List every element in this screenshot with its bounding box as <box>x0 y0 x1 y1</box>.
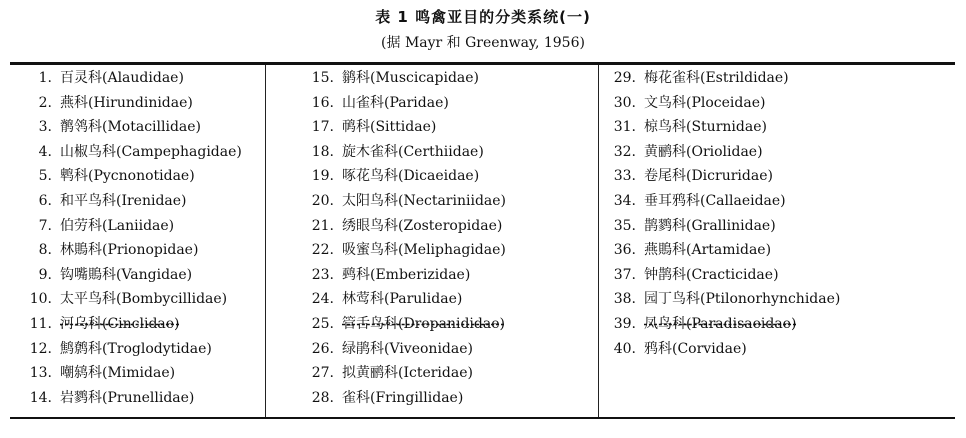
item-name: 太平鸟科(Bombycillidae) <box>60 291 228 308</box>
item-number: 9. <box>38 266 52 283</box>
item-name: 啄花鸟科(Dicaeidae) <box>342 168 480 185</box>
list-item <box>298 337 506 362</box>
item-number: 34. <box>613 192 636 209</box>
item-number: 3. <box>38 119 52 136</box>
list-item <box>298 115 506 140</box>
item-number: 20. <box>311 192 334 209</box>
list-item <box>18 312 242 337</box>
item-number: 8. <box>38 242 52 259</box>
column-divider-2 <box>598 65 599 417</box>
item-name: 管舌鸟科(Drepanididae) <box>342 315 505 332</box>
list-item <box>298 140 506 165</box>
item-name: 林莺科(Parulidae) <box>342 291 463 308</box>
item-name: 鹀科(Emberizidae) <box>342 266 471 283</box>
item-number: 26. <box>311 340 334 357</box>
list-item <box>600 287 840 312</box>
item-number: 7. <box>38 217 52 234</box>
item-name: 和平鸟科(Irenidae) <box>60 192 187 209</box>
item-name: 绿鹃科(Viveonidae) <box>342 340 473 357</box>
item-number: 14. <box>29 389 52 406</box>
item-name: 鹡鸰科(Motacillidae) <box>60 119 202 136</box>
item-name: 岩鹨科(Prunellidae) <box>60 389 195 406</box>
list-item <box>298 287 506 312</box>
item-name: 吸蜜鸟科(Meliphagidae) <box>342 242 506 259</box>
list-item <box>600 189 840 214</box>
item-name: 山雀科(Paridae) <box>342 94 449 111</box>
item-name: 燕科(Hirundinidae) <box>60 94 193 111</box>
item-number: 2. <box>38 94 52 111</box>
item-name: 鹎科(Pycnonotidae) <box>60 168 195 185</box>
item-number: 18. <box>311 143 334 160</box>
list-item <box>600 115 840 140</box>
item-name: 䴓科(Sittidae) <box>342 119 437 136</box>
item-name: 山椒鸟科(Campephagidae) <box>60 143 242 160</box>
list-item <box>18 140 242 165</box>
item-number: 4. <box>38 143 52 160</box>
top-rule <box>10 62 955 65</box>
item-number: 6. <box>38 192 52 209</box>
bottom-rule <box>10 417 955 419</box>
item-name: 河乌科(Cinclidae) <box>60 315 180 332</box>
item-number: 35. <box>613 217 636 234</box>
item-number: 24. <box>311 291 334 308</box>
item-number: 27. <box>311 365 334 382</box>
item-number: 23. <box>311 266 334 283</box>
item-number: 33. <box>613 168 636 185</box>
item-number: 36. <box>613 242 636 259</box>
item-number: 10. <box>29 291 52 308</box>
item-name: 林鵙科(Prionopidae) <box>60 242 199 259</box>
item-name: 凤鸟科(Paradisaeidae) <box>644 315 797 332</box>
item-name: 太阳鸟科(Nectariniidae) <box>342 192 507 209</box>
table-title: 表 1 鸣禽亚目的分类系统(一) <box>375 8 591 26</box>
item-name: 嘲鸫科(Mimidae) <box>60 365 176 382</box>
list-item <box>600 140 840 165</box>
column-2 <box>298 66 506 410</box>
item-name: 鹊鹨科(Grallinidae) <box>644 217 776 234</box>
list-item <box>18 361 242 386</box>
list-item <box>298 386 506 411</box>
list-item <box>18 238 242 263</box>
list-item <box>298 238 506 263</box>
item-name: 卷尾科(Dicruridae) <box>644 168 773 185</box>
item-number: 17. <box>311 119 334 136</box>
item-name: 鹪鹩科(Troglodytidae) <box>60 340 212 357</box>
item-name: 伯劳科(Laniidae) <box>60 217 175 234</box>
item-name: 梅花雀科(Estrildidae) <box>644 70 789 86</box>
item-number: 12. <box>29 340 52 357</box>
list-item <box>600 238 840 263</box>
list-item <box>600 214 840 239</box>
item-number: 31. <box>613 119 636 136</box>
item-number: 29. <box>613 70 636 86</box>
column-divider-1 <box>265 65 266 417</box>
item-name: 绣眼鸟科(Zosteropidae) <box>342 217 503 234</box>
item-name: 园丁鸟科(Ptilonorhynchidae) <box>644 291 841 308</box>
item-name: 文鸟科(Ploceidae) <box>644 94 766 111</box>
list-item <box>600 337 840 362</box>
list-item <box>600 91 840 116</box>
item-number: 22. <box>311 242 334 259</box>
item-number: 37. <box>613 266 636 283</box>
item-name: 拟黄鹂科(Icteridae) <box>342 365 473 382</box>
list-item <box>298 312 506 337</box>
item-name: 鹟科(Muscicapidae) <box>342 70 479 86</box>
list-item <box>18 386 242 411</box>
list-item <box>18 337 242 362</box>
item-number: 25. <box>311 315 334 332</box>
item-name: 鸦科(Corvidae) <box>644 340 747 357</box>
column-3 <box>600 66 840 361</box>
item-name: 钩嘴鵙科(Vangidae) <box>60 266 193 283</box>
list-item <box>600 263 840 288</box>
list-item <box>298 361 506 386</box>
item-name: 垂耳鸦科(Callaeidae) <box>644 192 786 209</box>
item-number: 40. <box>613 340 636 357</box>
item-number: 13. <box>29 365 52 382</box>
item-name: 黄鹂科(Oriolidae) <box>644 143 763 160</box>
list-item <box>600 164 840 189</box>
list-item <box>298 91 506 116</box>
item-name: 椋鸟科(Sturnidae) <box>644 119 767 136</box>
item-number: 32. <box>613 143 636 160</box>
list-item <box>18 263 242 288</box>
list-item <box>298 164 506 189</box>
list-item <box>298 263 506 288</box>
list-item <box>18 164 242 189</box>
item-number: 1. <box>38 70 52 86</box>
item-number: 5. <box>38 168 52 185</box>
column-1 <box>18 66 242 410</box>
item-name: 雀科(Fringillidae) <box>342 389 464 406</box>
item-number: 28. <box>311 389 334 406</box>
list-item <box>298 66 506 91</box>
item-number: 21. <box>311 217 334 234</box>
list-item <box>18 287 242 312</box>
list-item <box>18 115 242 140</box>
list-item <box>18 189 242 214</box>
item-number: 30. <box>613 94 636 111</box>
list-item <box>298 214 506 239</box>
item-name: 钟鹊科(Cracticidae) <box>644 266 779 283</box>
item-number: 38. <box>613 291 636 308</box>
list-item <box>600 312 840 337</box>
item-number: 11. <box>29 315 52 332</box>
item-number: 16. <box>311 94 334 111</box>
item-number: 39. <box>613 315 636 332</box>
item-name: 旋木雀科(Certhiidae) <box>342 143 484 160</box>
list-item <box>298 189 506 214</box>
item-name: 百灵科(Alaudidae) <box>60 70 184 86</box>
list-item <box>18 214 242 239</box>
item-number: 15. <box>311 70 334 86</box>
table-subtitle: (据 Mayr 和 Greenway, 1956) <box>381 35 585 51</box>
item-number: 19. <box>311 168 334 185</box>
list-item <box>600 66 840 91</box>
list-item <box>18 91 242 116</box>
list-item <box>18 66 242 91</box>
item-name: 燕鵙科(Artamidae) <box>644 242 772 259</box>
